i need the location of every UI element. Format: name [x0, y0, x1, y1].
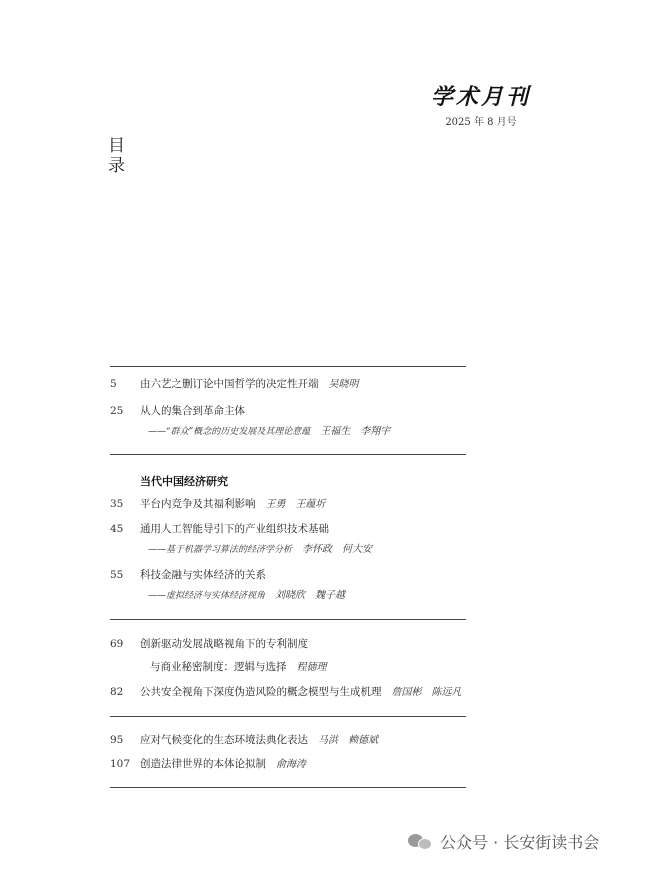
article-title-line: [140, 757, 306, 772]
article-authors: 詹国彬 陈远凡: [391, 687, 462, 698]
article-title: 从人的集合到革命主体: [140, 405, 245, 417]
divider: [110, 454, 466, 455]
article-authors: 程德理: [296, 662, 327, 673]
article-subtitle: ——基于机器学习算法的经济学分析: [148, 545, 293, 555]
page-number: 45: [110, 523, 124, 535]
divider: [110, 716, 466, 717]
article-subtitle-line: [148, 544, 372, 556]
article-title: 由六艺之删订论中国哲学的决定性开端: [140, 378, 319, 390]
page-number: 107: [110, 758, 131, 770]
article-title: 创新驱动发展战略视角下的专利制度: [140, 638, 308, 650]
page-number: 82: [110, 686, 124, 698]
article-subtitle-line: [148, 426, 390, 438]
article-title: 应对气候变化的生态环境法典化表达: [140, 734, 308, 746]
page-number: 5: [110, 378, 117, 390]
watermark-text: 公众号 · 长安街读书会: [440, 833, 600, 852]
article-subtitle: ——“群众”概念的历史发展及其理论意蕴: [148, 427, 311, 437]
watermark: [408, 830, 599, 853]
article-authors: 马洪 赖德斌: [318, 735, 378, 746]
divider: [110, 619, 466, 620]
divider: [110, 787, 466, 788]
article-authors: 刘晓欣 魏子越: [275, 590, 346, 601]
article-title-line: [140, 377, 359, 392]
wechat-icon: [408, 832, 434, 852]
journal-name: 学术月刊: [430, 84, 531, 110]
article-title: 科技金融与实体经济的关系: [140, 569, 266, 581]
article-title: 通用人工智能导引下的产业组织技术基础: [140, 523, 329, 535]
article-authors: 李怀政 何大安: [302, 544, 373, 555]
section-title: 当代中国经济研究: [140, 475, 228, 488]
article-title-line: [140, 685, 462, 700]
article-title: 平台内竞争及其福利影响: [140, 498, 256, 510]
page-number: 25: [110, 405, 124, 417]
article-authors: 吴晓明: [328, 379, 359, 390]
article-authors: 王勇 王蕴圻: [265, 499, 326, 510]
masthead: [431, 80, 531, 128]
article-authors: 俞海涛: [276, 759, 306, 770]
toc-title: 目录: [108, 136, 125, 176]
divider: [110, 366, 466, 367]
article-title-continuation-line: [150, 660, 327, 675]
article-title: 创造法律世界的本体论拟制: [140, 758, 266, 770]
issue-date: 2025 年 8 月号: [445, 117, 517, 128]
page-number: 35: [110, 498, 124, 510]
page-number: 95: [110, 734, 124, 746]
article-title-line: [140, 497, 326, 512]
page-number: 69: [110, 638, 124, 650]
article-subtitle-line: [148, 590, 345, 602]
article-title-continuation: 与商业秘密制度：逻辑与选择: [150, 661, 287, 673]
article-subtitle: ——虚拟经济与实体经济视角: [148, 591, 266, 601]
article-title-line: [140, 733, 378, 748]
page-number: 55: [110, 569, 124, 581]
article-authors: 王福生 李翔宇: [320, 426, 391, 437]
article-title: 公共安全视角下深度伪造风险的概念模型与生成机理: [140, 686, 382, 698]
